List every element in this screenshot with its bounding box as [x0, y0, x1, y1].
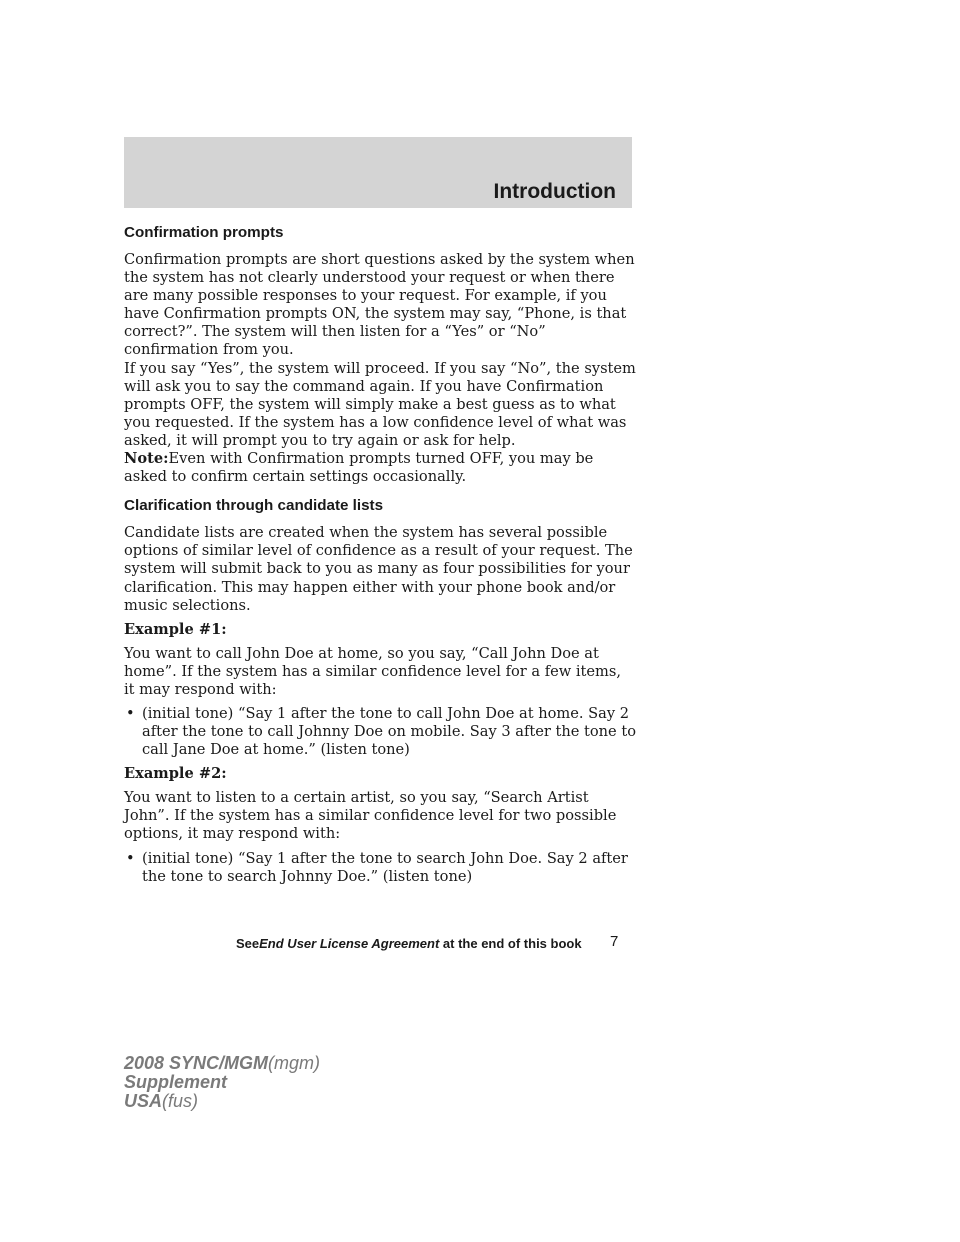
- note-label: Note:: [124, 450, 169, 468]
- confirmation-heading: Confirmation prompts: [124, 224, 284, 241]
- section-header-band: [124, 137, 632, 208]
- example-1-intro: You want to call John Doe at home, so you say, “Call John Doe at home”. If the system has a similar confidence level for a few items, it may respond with:: [124, 644, 622, 698]
- footer-license-note: [236, 936, 582, 951]
- bullet-icon: •: [126, 849, 135, 867]
- page-number: 7: [610, 933, 619, 950]
- confirmation-paragraph-1: Confirmation prompts are short questions asked by the system when the system has not clearly understood your request or when there are many possible responses to your request. For example, if you have Confirmation prompts ON, the system may say, “Phone, is that correct?”. The system will then listen for a “Yes” or “No” confirmation from you.: [124, 251, 635, 359]
- clarification-heading: Clarification through candidate lists: [124, 497, 384, 515]
- stamp-line2-bold: Supplement: [124, 1072, 228, 1092]
- footer-see: See: [236, 936, 260, 951]
- example-1-bullet: [124, 705, 636, 759]
- footer-rest: at the end of this book: [442, 936, 582, 951]
- bullet-icon: •: [126, 704, 135, 722]
- page-content: [124, 223, 636, 886]
- stamp-line1-light: (mgm): [268, 1053, 321, 1073]
- stamp-line3-light: (fus): [162, 1091, 199, 1111]
- example-2-bullet-text: (initial tone) “Say 1 after the tone to search John Doe. Say 2 after the tone to search Johnny Doe.” (listen tone): [142, 849, 628, 885]
- stamp-line3-bold: USA: [124, 1091, 163, 1111]
- stamp-line1-bold: 2008 SYNC/MGM: [124, 1053, 269, 1073]
- section-title: Introduction: [493, 180, 616, 203]
- note-text: Even with Confirmation prompts turned OFF, you may be asked to confirm certain settings occasionally.: [124, 450, 594, 486]
- example-2-intro: You want to listen to a certain artist, so you say, “Search Artist John”. If the system has a similar confidence level for two possible options, it may respond with:: [124, 789, 617, 843]
- clarification-paragraph-1: Candidate lists are created when the system has several possible options of similar level of confidence as a result of your request. The system will submit back to you as many as four possibilities for your clarification. This may happen either with your phone book and/or music selections.: [124, 524, 633, 614]
- footer-agreement: End User License Agreement: [259, 936, 440, 951]
- document-stamp: [124, 1054, 320, 1111]
- example-2-label: Example #2:: [124, 765, 227, 783]
- confirmation-paragraph-2: If you say “Yes”, the system will proceed. If you say “No”, the system will ask you to say the command again. If you have Confirmation prompts OFF, the system will simply make a best guess as to what you requested. If the system has a low confidence level of what was asked, it will prompt you to try again or ask for help.: [124, 359, 636, 449]
- confirmation-note: [124, 450, 636, 486]
- example-1-label: Example #1:: [124, 620, 227, 638]
- example-1-bullet-text: (initial tone) “Say 1 after the tone to call John Doe at home. Say 2 after the tone to call Johnny Doe on mobile. Say 3 after the tone to call Jane Doe at home.” (listen tone): [142, 704, 636, 759]
- example-2-bullet: [124, 850, 636, 886]
